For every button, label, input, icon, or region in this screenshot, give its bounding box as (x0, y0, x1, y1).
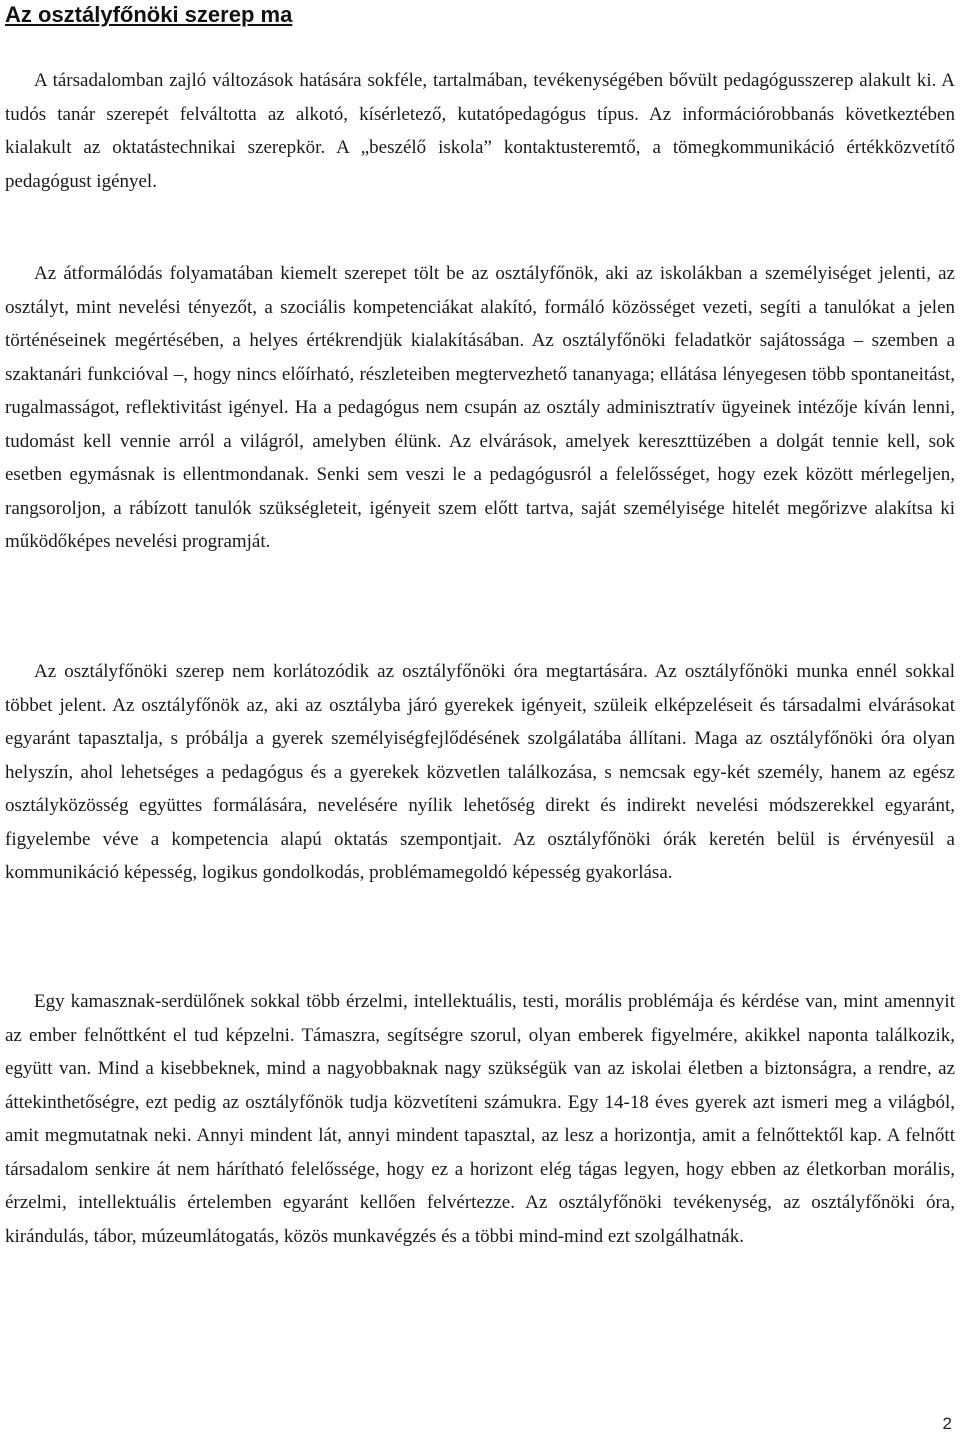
page-number: 2 (942, 1414, 952, 1433)
document-title: Az osztályfőnöki szerep ma (5, 2, 293, 27)
paragraph-2: Az átformálódás folyamatában kiemelt szerepet tölt be az osztályfőnök, aki az iskolákban a személyiséget jelenti, az osztályt, mint nevelési tényezőt, a szociális kompetenciákat alakító, formáló közösséget vezeti, segíti a tanulókat a jelen történéseinek megértésében, a helyes értékrendjük kialakításában. Az osztályfőnöki feladatkör sajátossága – szemben a szaktanári funkcióval –, hogy nincs előírható, részleteiben megtervezhető tananyaga; ellátása lényegesen több spontaneitást, rugalmasságot, reflektivitást igényel. Ha a pedagógus nem csupán az osztály adminisztratív ügyeinek intézője kíván lenni, tudomást kell vennie arról a világról, amelyben élünk. Az elvárások, amelyek kereszttüzében a dolgát tennie kell, sok esetben egymásnak is ellentmondanak. Senki sem veszi le a pedagógusról a felelősséget, hogy ezek között mérlegeljen, rangsoroljon, a rábízott tanulók szükségleteit, igényeit szem előtt tartva, saját személyisége hitelét megőrizve alakítsa ki működőképes nevelési programját. (5, 263, 955, 552)
document-page (5, 0, 955, 1247)
paragraph-3: Az osztályfőnöki szerep nem korlátozódik az osztályfőnöki óra megtartására. Az osztályfőnöki munka ennél sokkal többet jelent. Az osztályfőnök az, aki az osztályba járó gyerekek igényeit, szüleik elképzeléseit és társadalmi elvárásokat egyaránt tapasztalja, s próbálja a gyerek személyiségfejlődésének szolgálatába állítani. Maga az osztályfőnöki óra olyan helyszín, ahol lehetséges a pedagógus és a gyerekek közvetlen találkozása, s nemcsak egy-két személy, hanem az egész osztályközösség együttes formálására, nevelésére nyílik lehetőség direkt és indirekt nevelési módszerekkel egyaránt, figyelembe véve a kompetencia alapú oktatás szempontjait. Az osztályfőnöki órák keretén belül is érvényesül a kommunikáció képesség, logikus gondolkodás, problémamegoldó képesség gyakorlása. (5, 661, 955, 883)
paragraph-4: Egy kamasznak-serdülőnek sokkal több érzelmi, intellektuális, testi, morális problémája és kérdése van, mint amennyit az ember felnőttként el tud képzelni. Támaszra, segítségre szorul, olyan emberek figyelmére, akikkel naponta találkozik, együtt van. Mind a kisebbeknek, mind a nagyobbaknak nagy szükségük van az iskolai életben a biztonságra, a rendre, az áttekinthetőségre, ezt pedig az osztályfőnök tudja közvetíteni számukra. Egy 14-18 éves gyerek azt ismeri meg a világból, amit megmutatnak neki. Annyi mindent lát, annyi mindent tapasztal, az lesz a horizontja, amit a felnőttektől kap. A felnőtt társadalom senkire át nem hárítható felelőssége, hogy ez a horizont elég tágas legyen, hogy ebben az életkorban morális, érzelmi, intellektuális értelemben egyaránt kellően felvértezze. Az osztályfőnöki tevékenység, az osztályfőnöki óra, kirándulás, tábor, múzeumlátogatás, közös munkavégzés és a többi mind-mind ezt szolgálhatnák. (5, 991, 955, 1247)
paragraph-1: A társadalomban zajló változások hatására sokféle, tartalmában, tevékenységében bővült pedagógusszerep alakult ki. A tudós tanár szerepét felváltotta az alkotó, kísérletező, kutatópedagógus típus. Az információrobbanás következtében kialakult az oktatástechnikai szerepkör. A „beszélő iskola” kontaktusteremtő, a tömegkommunikáció értékközvetítő pedagógust igényel. (5, 70, 955, 192)
